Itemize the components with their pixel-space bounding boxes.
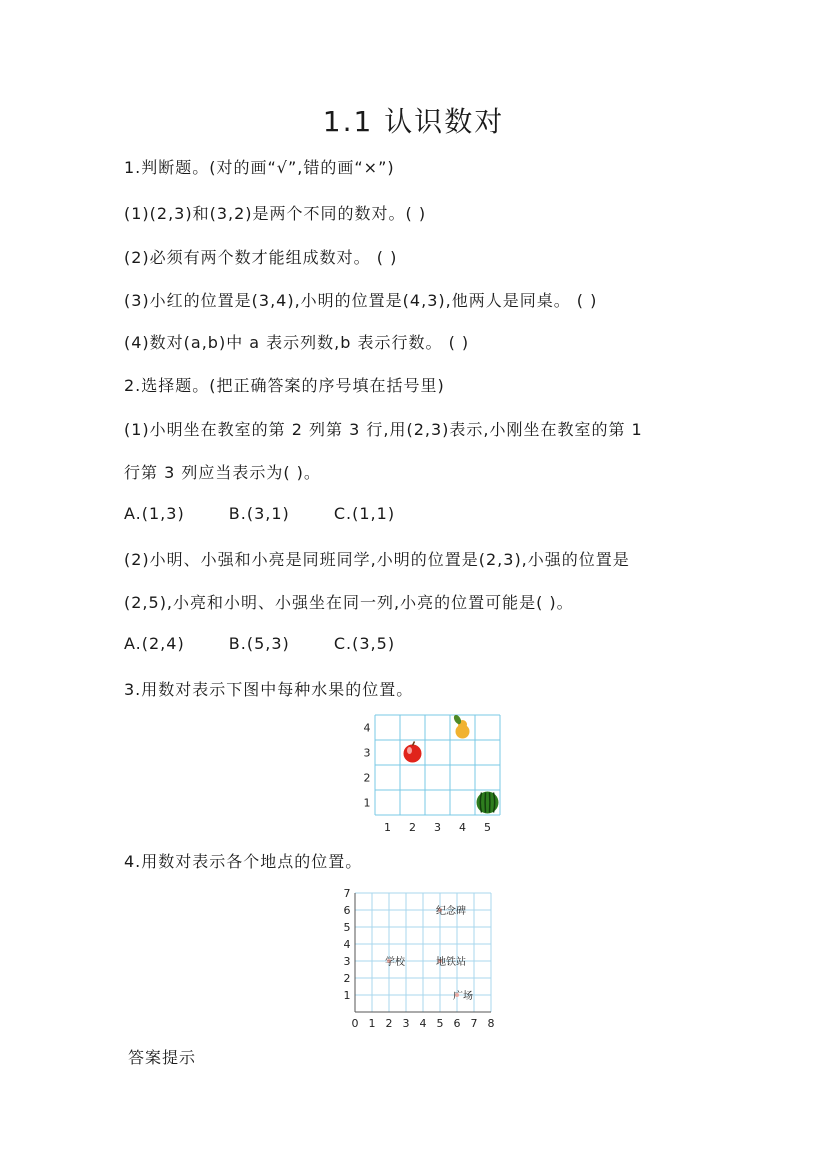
y-tick-label: 4: [363, 721, 371, 735]
x-tick-label: 1: [384, 821, 391, 834]
q2-p1-options: [124, 504, 433, 523]
fruit-grid: [355, 710, 510, 835]
y-tick-label: 3: [343, 955, 351, 968]
place-label: 地铁站: [436, 957, 466, 968]
x-tick-label: 5: [484, 821, 491, 834]
x-tick-label: 4: [419, 1017, 427, 1030]
apple-icon: [404, 745, 422, 763]
place-label: 广场: [453, 991, 473, 1002]
y-tick-label: 6: [343, 904, 351, 917]
y-tick-label: 7: [343, 887, 351, 900]
x-tick-label: 2: [409, 821, 416, 834]
place-label: 纪念碑: [436, 906, 466, 917]
place-map: [340, 885, 510, 1030]
option-a: A.(2,4): [124, 634, 185, 653]
q4-heading: 4.用数对表示各个地点的位置。: [124, 852, 363, 871]
q1-item-2: (2)必须有两个数才能组成数对。 ( ): [124, 248, 398, 267]
y-tick-label: 2: [363, 771, 371, 785]
place-label: 学校: [385, 957, 405, 968]
q2-p2-options: [124, 634, 433, 653]
option-b: B.(3,1): [228, 504, 290, 523]
option-c: C.(1,1): [333, 504, 396, 523]
x-tick-label: 6: [453, 1017, 461, 1030]
q1-item-4: (4)数对(a,b)中 a 表示列数,b 表示行数。 ( ): [124, 333, 470, 352]
q3-heading: 3.用数对表示下图中每种水果的位置。: [124, 680, 414, 699]
x-tick-label: 8: [487, 1017, 495, 1030]
x-tick-label: 4: [459, 821, 466, 834]
x-tick-label: 3: [402, 1017, 410, 1030]
q1-item-1: (1)(2,3)和(3,2)是两个不同的数对。( ): [124, 204, 427, 223]
x-tick-label: 3: [434, 821, 441, 834]
y-tick-label: 1: [363, 796, 371, 810]
q2-p2-line2: (2,5),小亮和小明、小强坐在同一列,小亮的位置可能是( )。: [124, 593, 574, 612]
answer-hint: 答案提示: [128, 1048, 197, 1067]
option-c: C.(3,5): [333, 634, 396, 653]
q2-p1-line1: (1)小明坐在教室的第 2 列第 3 行,用(2,3)表示,小刚坐在教室的第 1: [124, 420, 643, 439]
q2-p2-line1: (2)小明、小强和小亮是同班同学,小明的位置是(2,3),小强的位置是: [124, 550, 630, 569]
apple-highlight: [407, 747, 412, 754]
q2-heading: 2.选择题。(把正确答案的序号填在括号里): [124, 376, 445, 395]
x-tick-label: 2: [385, 1017, 393, 1030]
q1-item-3: (3)小红的位置是(3,4),小明的位置是(4,3),他两人是同桌。 ( ): [124, 291, 598, 310]
q1-heading: 1.判断题。(对的画“√”,错的画“×”): [124, 158, 395, 177]
option-a: A.(1,3): [124, 504, 185, 523]
x-tick-label: 7: [470, 1017, 478, 1030]
x-tick-label: 1: [368, 1017, 376, 1030]
x-tick-label: 0: [351, 1017, 359, 1030]
option-b: B.(5,3): [228, 634, 290, 653]
page-title: 1.1 认识数对: [322, 105, 505, 138]
y-tick-label: 5: [343, 921, 351, 934]
y-tick-label: 4: [343, 938, 351, 951]
x-tick-label: 5: [436, 1017, 444, 1030]
q2-p1-line2: 行第 3 列应当表示为( )。: [124, 463, 321, 482]
y-tick-label: 2: [343, 972, 351, 985]
y-tick-label: 1: [343, 989, 351, 1002]
y-tick-label: 3: [363, 746, 371, 760]
